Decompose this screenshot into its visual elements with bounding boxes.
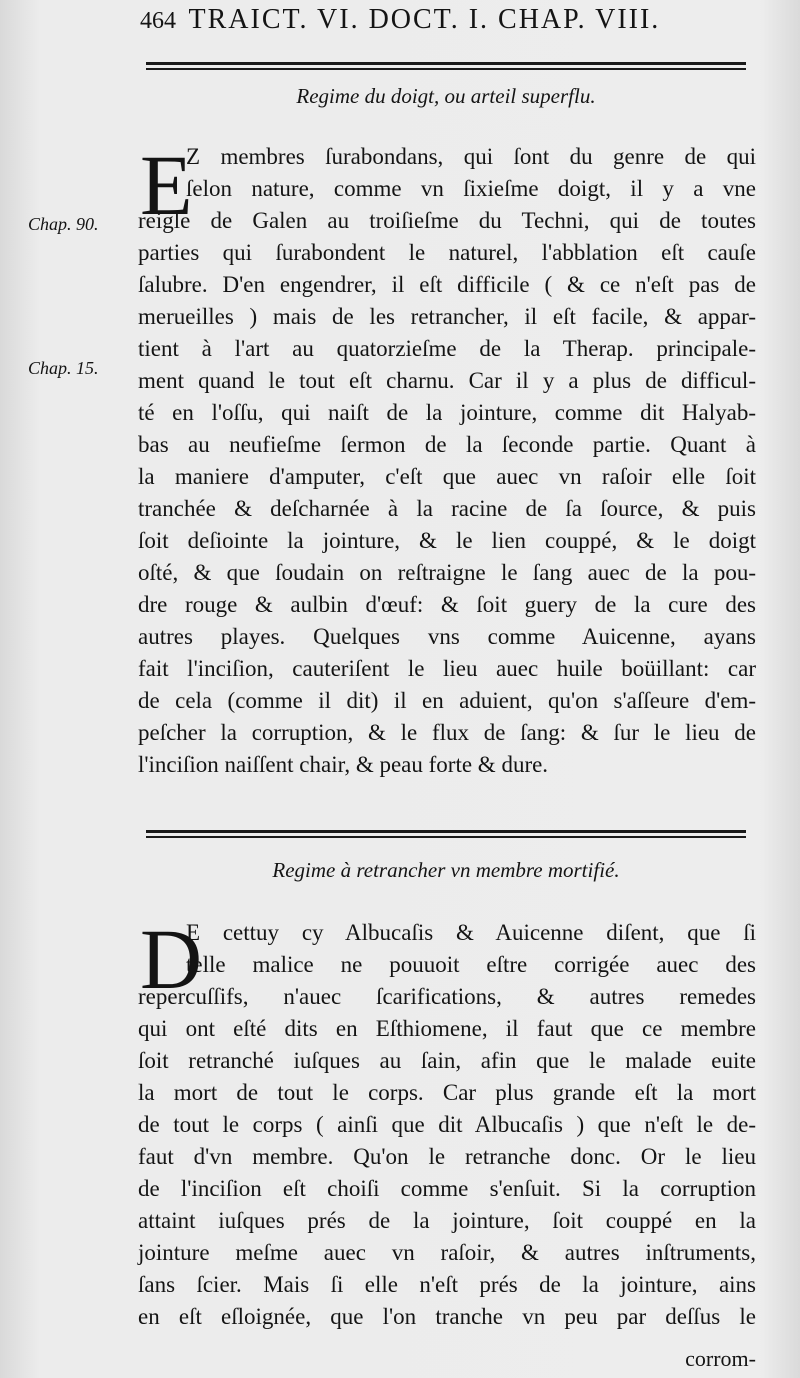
text-line: fait l'inciſion, cauteriſent le lieu auec huile boüillant: car [138,656,756,681]
text-line: autres playes. Quelques vns comme Auicenne, ayans [138,624,756,649]
text-line: de cela (comme il dit) il en aduient, qu'on s'aſſeure d'em- [138,688,756,713]
text-line: parties qui ſurabondent le naturel, l'abblation eſt cauſe [138,240,756,265]
text-line: merueilles ) mais de les retrancher, il eſt facile, & appar- [138,304,756,329]
text-line: jointure meſme auec vn raſoir, & autres inſtruments, [138,1240,756,1265]
text-line: telle malice ne pouuoit eſtre corrigée auec des [186,952,756,977]
running-title: TRAICT. VI. DOCT. I. CHAP. VIII. [188,4,661,35]
text-line: tient à l'art au quatorzieſme de la Therap. principale- [138,336,756,361]
section-rule-thin [146,836,746,838]
text-line: reigle de Galen au troiſieſme du Techni, qui de toutes [138,208,756,233]
text-line: oſté, & que ſoudain on reſtraigne le ſang auec de la pou- [138,560,756,585]
header-rule-thin [146,68,746,70]
text-line: qui ont eſté dits en Eſthiomene, il faut que ce membre [138,1016,756,1041]
text-line: attaint iuſques prés de la jointure, ſoit couppé en la [138,1208,756,1233]
text-line: té en l'oſſu, qui naiſt de la jointure, comme dit Halyab- [138,400,756,425]
text-line: ſelon nature, comme vn ſixieſme doigt, il y a vne [186,176,756,201]
section-heading-2: Regime à retrancher vn membre mortifié. [272,858,620,882]
text-line: la maniere d'amputer, c'eſt que auec vn raſoir elle ſoit [138,464,756,489]
text-line: de tout le corps ( ainſi que dit Albucaſis ) que n'eſt le de- [138,1112,756,1137]
header-rule [146,62,746,65]
page-number: 464 [140,8,176,34]
text-line: ſoit retranché iuſques au ſain, afin que le malade euite [138,1048,756,1073]
text-line: bas au neufieſme ſermon de la ſeconde partie. Quant à [138,432,756,457]
text-line: en eſt eſloignée, que l'on tranche vn peu par deſſus le [138,1304,756,1329]
margin-note-2: Chap. 15. [28,358,99,378]
text-line: ment quand le tout eſt charnu. Car il y a plus de difficul- [138,368,756,393]
margin-note-1: Chap. 90. [28,214,99,234]
section-heading-1: Regime du doigt, ou arteil superflu. [296,84,596,108]
drop-cap-e: E [140,137,193,233]
text-line: ſalubre. D'en engendrer, il eſt difficile ( & ce n'eſt pas de [138,272,756,297]
text-line: tranchée & deſcharnée à la racine de ſa ſource, & puis [138,496,756,521]
text-line: ſans ſcier. Mais ſi elle n'eſt prés de la jointure, ains [138,1272,756,1297]
text-line: de l'inciſion eſt choiſi comme s'enſuit. Si la corruption [138,1176,756,1201]
text-line: ſoit deſiointe la jointure, & le lien couppé, & le doigt [138,528,756,553]
drop-cap-d: D [140,911,203,1007]
text-line: faut d'vn membre. Qu'on le retranche donc. Or le lieu [138,1144,756,1169]
text-line: E cettuy cy Albucaſis & Auicenne diſent, que ſi [186,920,756,945]
text-line: Z membres ſurabondans, qui ſont du genre de qui [186,144,756,169]
running-head [140,4,740,44]
text-line: peſcher la corruption, & le flux de ſang: & ſur le lieu de [138,720,756,745]
catchword: corrom- [685,1346,756,1371]
text-line: la mort de tout le corps. Car plus grande eſt la mort [138,1080,756,1105]
text-line: dre rouge & aulbin d'œuf: & ſoit guery de la cure des [138,592,756,617]
text-line: l'inciſion naiſſent chair, & peau forte & dure. [138,752,549,777]
section-rule [146,830,746,833]
text-line: repercuſſifs, n'auec ſcarifications, & autres remedes [138,984,756,1009]
